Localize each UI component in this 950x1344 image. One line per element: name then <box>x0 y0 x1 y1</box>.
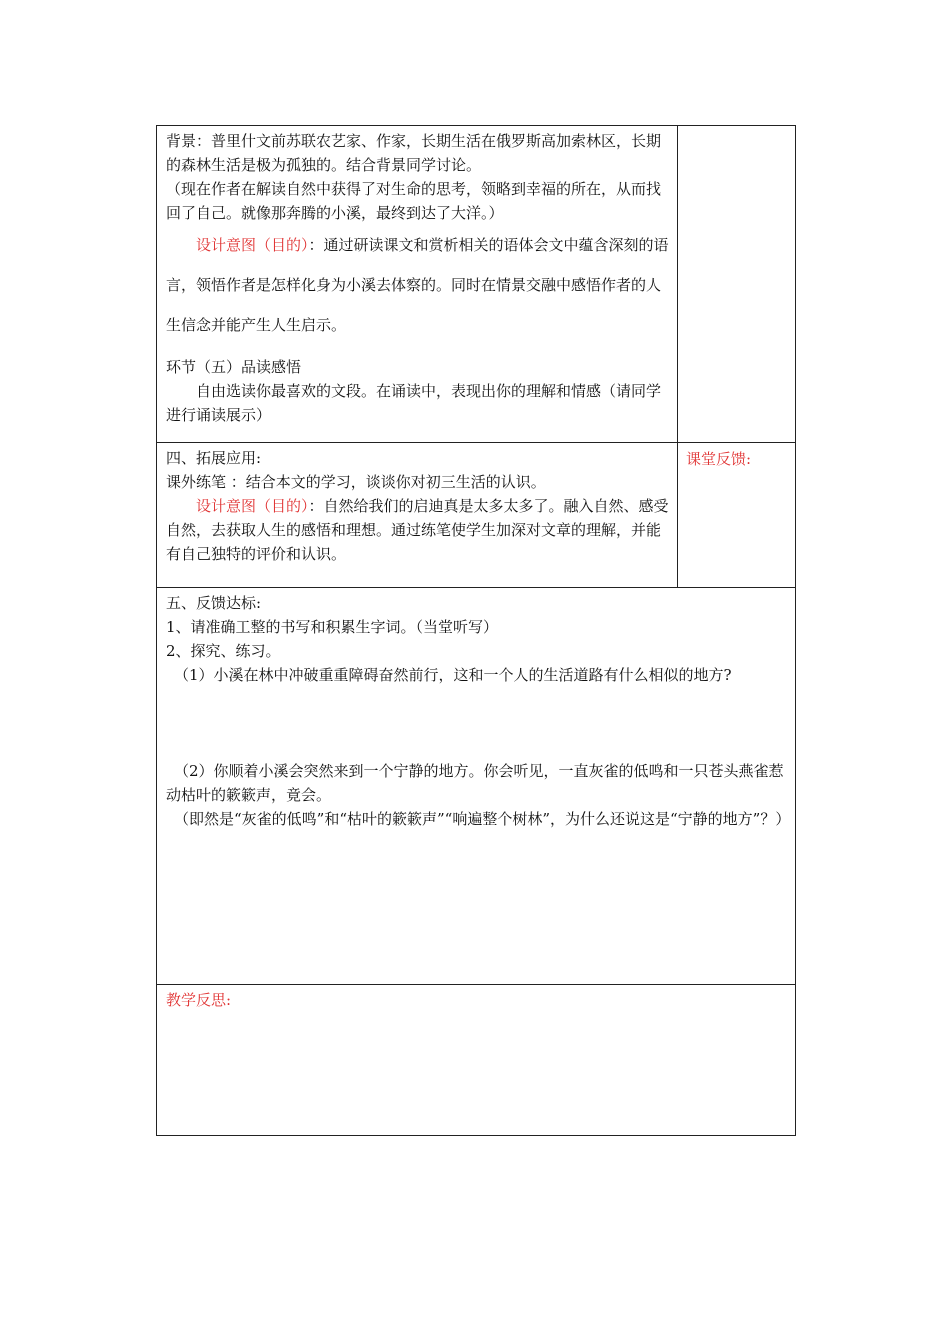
task-item-1: 1、请准确工整的书写和积累生字词。（当堂听写） <box>166 618 499 636</box>
feedback-label: 课堂反馈: <box>686 450 752 468</box>
row-reflection <box>157 985 796 1136</box>
step5-title: 环节（五）品读感悟 <box>166 358 302 376</box>
reflection-title: 教学反思: <box>166 991 232 1009</box>
section-three-side-cell <box>678 126 796 443</box>
design-intent-label: 设计意图（目的） <box>196 236 309 254</box>
task-item-2: 2、探究、练习。 <box>166 642 281 660</box>
design-intent-text: ：通过研读课文和赏析相关的语体会文中蕴含深刻的语言，领悟作者是怎样化身为小溪去体察的。同时在情景交融中感悟作者的人生信念并能产生人生启示。 <box>166 236 669 334</box>
row-section-five <box>157 588 796 985</box>
lesson-plan-table <box>156 125 796 1136</box>
question-1: （1）小溪在林中冲破重重障碍奋然前行，这和一个人的生活道路有什么相似的地方? <box>174 666 732 684</box>
design-intent-paragraph-2 <box>166 494 669 566</box>
design-intent-paragraph <box>166 225 669 345</box>
section-five-cell <box>157 588 796 985</box>
reflection-cell <box>157 985 796 1136</box>
design-intent-label-2: 设计意图（目的） <box>196 497 309 515</box>
exercise-text: 课外练笔 ：结合本文的学习，谈谈你对初三生活的认识。 <box>166 473 546 491</box>
background-note: （现在作者在解读自然中获得了对生命的思考，领略到幸福的所在，从而找回了自己。就像那奔腾的小溪，最终到达了大洋。） <box>166 180 662 222</box>
row-section-four <box>157 443 796 588</box>
section-five-title: 五、反馈达标: <box>166 594 262 612</box>
section-four-cell <box>157 443 678 588</box>
background-paragraph: 背景：普里什文前苏联农艺家、作家，长期生活在俄罗斯高加索林区，长期的森林生活是极为孤独的。结合背景同学讨论。 <box>166 132 662 174</box>
feedback-cell <box>678 443 796 588</box>
section-four-title: 四、拓展应用: <box>166 449 262 467</box>
design-intent-text-2: ：自然给我们的启迪真是太多太多了。融入自然、感受自然，去获取人生的感悟和理想。通过练笔使学生加深对文章的理解，并能有自己独特的评价和认识。 <box>166 497 669 563</box>
question-2: （2）你顺着小溪会突然来到一个宁静的地方。你会听见，一直灰雀的低鸣和一只苍头燕雀惹动枯叶的簌簌声，竟会。 <box>166 762 784 804</box>
row-section-three <box>157 126 796 443</box>
step5-text: 自由选读你最喜欢的文段。在诵读中，表现出你的理解和情感（请同学进行诵读展示） <box>166 382 662 424</box>
question-2-note: （即然是“灰雀的低鸣”和“枯叶的簌簌声”“响遍整个树林”，为什么还说这是“宁静的地方”？） <box>174 810 791 828</box>
section-three-cell <box>157 126 678 443</box>
